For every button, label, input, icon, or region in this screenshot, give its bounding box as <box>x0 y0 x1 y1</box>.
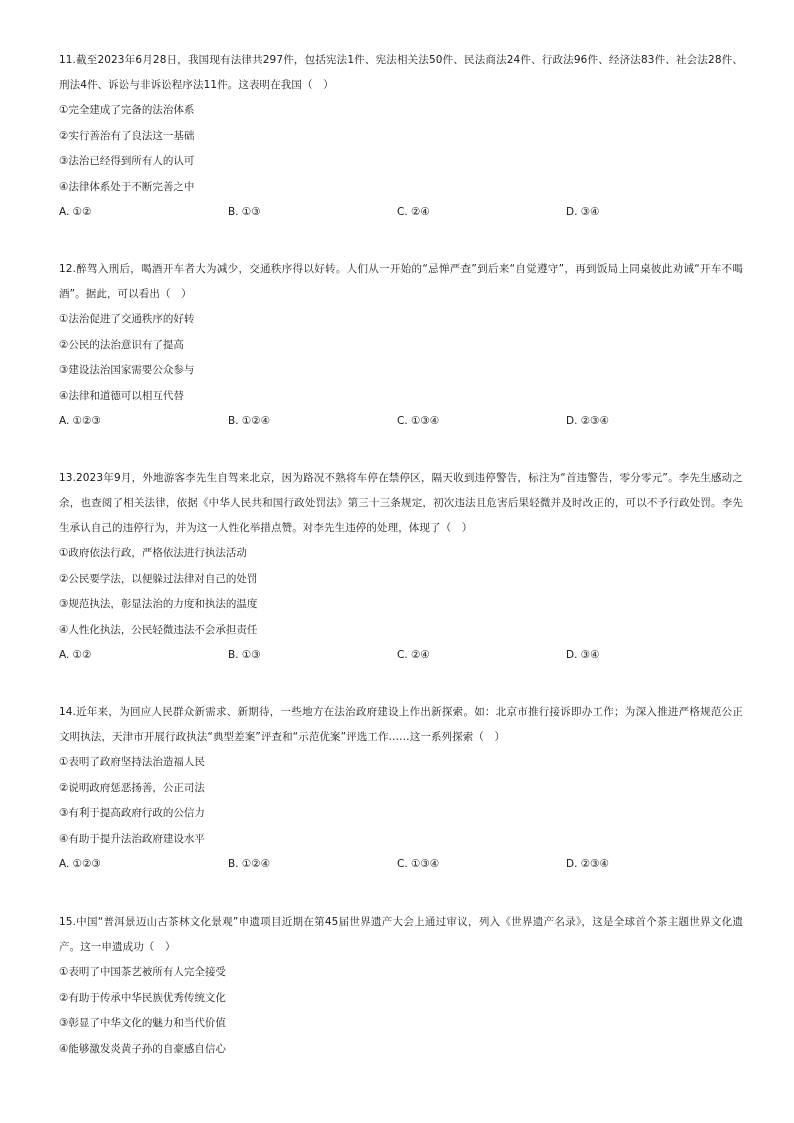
choice-b[interactable]: B. ①②④ <box>228 858 271 870</box>
statement-option: ③法治已经得到所有人的认可 <box>59 155 195 167</box>
choice-d[interactable]: D. ③④ <box>566 649 600 661</box>
statement-option: ①完全建成了完备的法治体系 <box>59 104 195 116</box>
statement-option: ④能够激发炎黄子孙的自豪感自信心 <box>59 1042 226 1055</box>
statement-option: ③彰显了中华文化的魅力和当代价值 <box>59 1017 226 1029</box>
statement-option: ③规范执法，彰显法治的力度和执法的温度 <box>59 598 258 610</box>
statement-option: ①政府依法行政，严格依法进行执法活动 <box>59 547 247 559</box>
choice-a[interactable]: A. ①② <box>59 649 92 661</box>
choice-a[interactable]: A. ①② <box>59 206 92 218</box>
choice-a[interactable]: A. ①②③ <box>59 415 101 427</box>
choice-c[interactable]: C. ①③④ <box>397 858 440 870</box>
statement-option: ③有利于提高政府行政的公信力 <box>59 807 205 819</box>
statement-option: ②实行善治有了良法这一基础 <box>59 129 195 142</box>
statement-option: ②公民要学法，以便躲过法律对自己的处罚 <box>59 572 258 585</box>
statement-option: ①表明了中国茶艺被所有人完全接受 <box>59 966 226 978</box>
question-12 <box>59 257 743 434</box>
choice-d[interactable]: D. ③④ <box>566 206 600 218</box>
statement-option: ②说明政府惩恶扬善，公正司法 <box>59 781 205 794</box>
question-stem: 15.中国“普洱景迈山古茶林文化景观”申遗项目近期在第45届世界遗产大会上通过审议，列入《世界遗产名录》，这是全球首个茶主题世界文化遗产。这一申遗成功（ ） <box>59 916 743 953</box>
choice-a[interactable]: A. ①②③ <box>59 858 101 870</box>
answer-choices <box>59 409 743 434</box>
statement-option: ④法律和道德可以相互代替 <box>59 389 184 402</box>
question-stem: 12.醉驾入刑后，喝酒开车者大为减少，交通秩序得以好转。人们从一开始的“忌惮严查”到后来“自觉遵守”，再到饭局上同桌彼此劝诫“开车不喝酒”。据此，可以看出（ ） <box>59 263 743 300</box>
choice-c[interactable]: C. ②④ <box>397 649 430 661</box>
statement-option: ④人性化执法，公民轻微违法不会承担责任 <box>59 623 258 636</box>
question-stem: 11.截至2023年6月28日，我国现有法律共297件，包括宪法1件、宪法相关法50件、民法商法24件、行政法96件、经济法83件、社会法28件、刑法4件、诉讼与非诉讼程序法11件。这表明在我国（ ） <box>59 54 743 91</box>
statement-option: ①表明了政府坚持法治造福人民 <box>59 756 205 768</box>
choice-c[interactable]: C. ①③④ <box>397 415 440 427</box>
statement-option: ③建设法治国家需要公众参与 <box>59 364 195 376</box>
choice-d[interactable]: D. ②③④ <box>566 858 609 870</box>
choice-b[interactable]: B. ①③ <box>228 649 261 661</box>
question-13 <box>59 466 743 668</box>
question-15 <box>59 910 743 1062</box>
choice-b[interactable]: B. ①②④ <box>228 415 271 427</box>
question-11 <box>59 48 743 225</box>
answer-choices <box>59 643 743 668</box>
statement-option: ②公民的法治意识有了提高 <box>59 338 184 351</box>
answer-choices <box>59 200 743 225</box>
statement-option: ①法治促进了交通秩序的好转 <box>59 313 195 325</box>
question-stem: 13.2023年9月，外地游客李先生自驾来北京，因为路况不熟将车停在禁停区，隔天收到违停警告，标注为“首违警告，零分零元”。李先生感动之余，也查阅了相关法律，依据《中华人民共和国行政处罚法》第三十三条规定，初次违法且危害后果轻微并及时改正的，可以不予行政处罚。李先生承认自己的违停行为，并为这一人性化举措点赞。对李先生违停的处理，体现了（ ） <box>59 472 743 534</box>
choice-c[interactable]: C. ②④ <box>397 206 430 218</box>
question-stem: 14.近年来，为回应人民群众新需求、新期待，一些地方在法治政府建设上作出新探索。如：北京市推行接诉即办工作；为深入推进严格规范公正文明执法，天津市开展行政执法“典型差案”评查和“示范优案”评选工作……这一系列探索（ ） <box>59 706 743 743</box>
answer-choices <box>59 852 743 877</box>
question-14 <box>59 700 743 877</box>
choice-d[interactable]: D. ②③④ <box>566 415 609 427</box>
statement-option: ④有助于提升法治政府建设水平 <box>59 832 205 845</box>
statement-option: ④法律体系处于不断完善之中 <box>59 180 195 193</box>
choice-b[interactable]: B. ①③ <box>228 206 261 218</box>
statement-option: ②有助于传承中华民族优秀传统文化 <box>59 991 226 1004</box>
